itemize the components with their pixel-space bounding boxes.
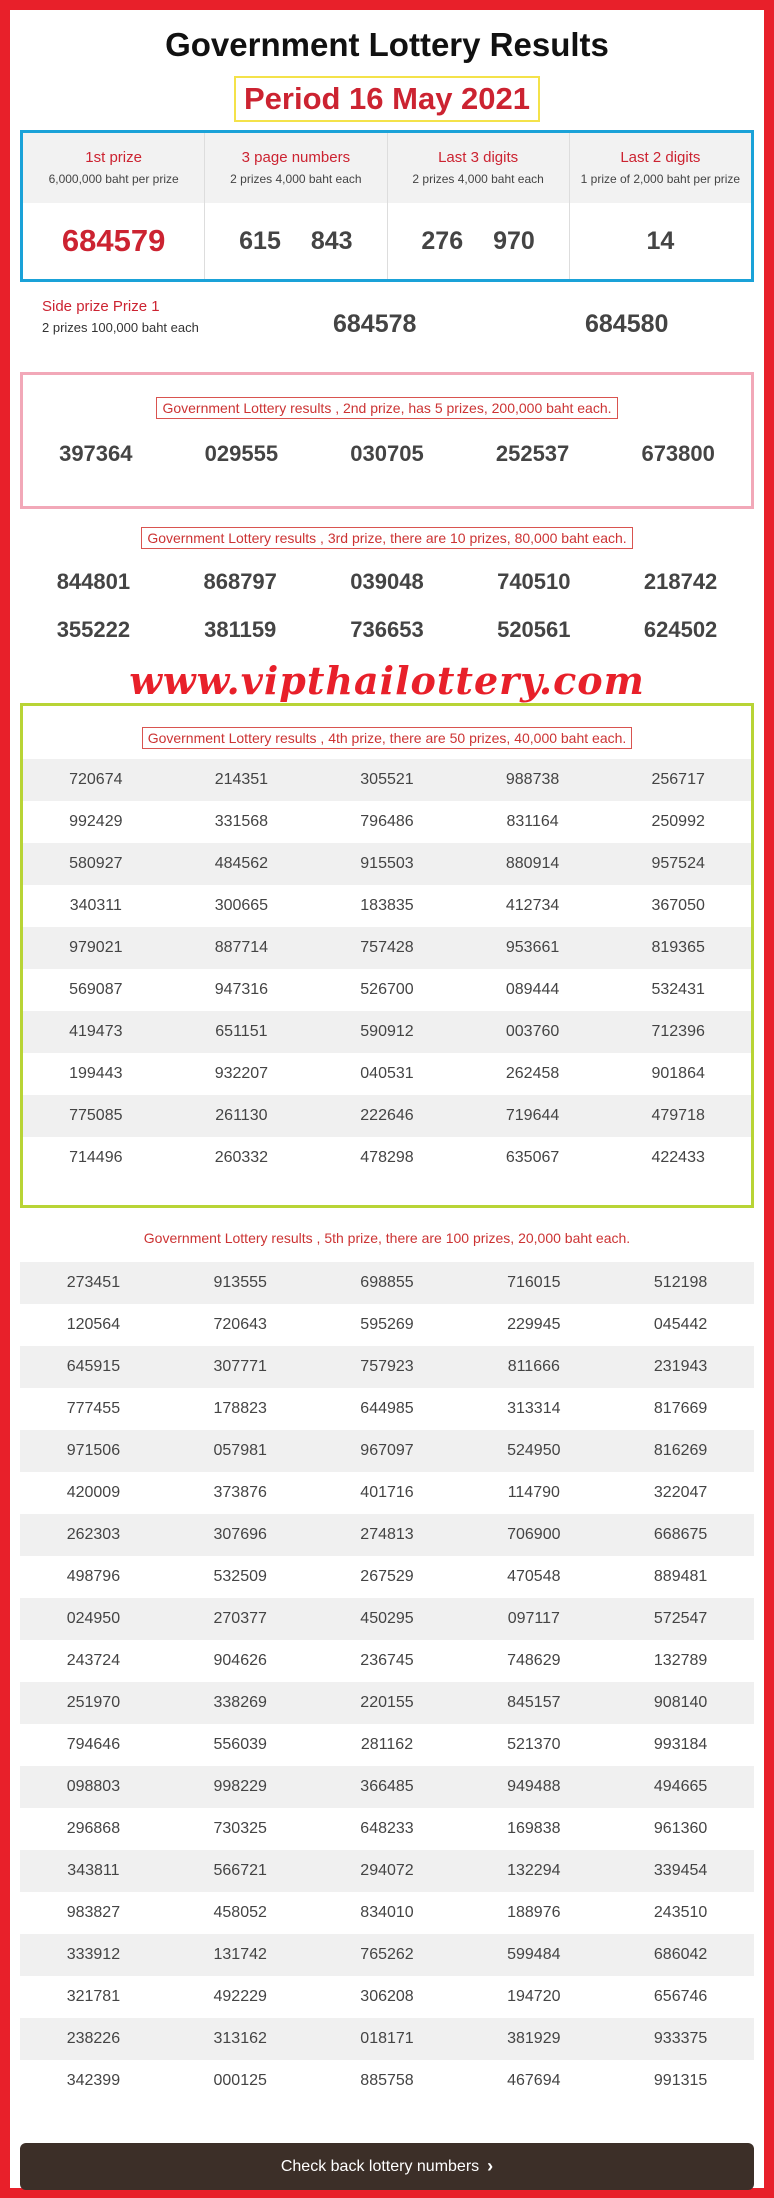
last-two-number: 14	[646, 226, 675, 255]
prize-number: 267529	[360, 1568, 414, 1585]
prize-number: 904626	[213, 1652, 267, 1669]
prize-number: 120564	[66, 1316, 121, 1333]
prize-number: 524950	[507, 1442, 561, 1459]
prize-number: 889481	[653, 1568, 708, 1585]
prize-number: 251970	[66, 1694, 121, 1711]
chevron-right-icon: ›	[487, 2156, 494, 2176]
last-three-number: 276	[421, 226, 464, 255]
table-row	[20, 1934, 754, 1976]
last-three-column	[388, 133, 570, 279]
prize-number: 422433	[651, 1149, 705, 1166]
prize-number: 420009	[66, 1484, 121, 1501]
table-row	[23, 927, 751, 969]
prize-number: 307696	[213, 1526, 267, 1543]
prize-number: 991315	[653, 2072, 708, 2089]
prize-number: 000125	[213, 2072, 267, 2089]
prize-number: 834010	[360, 1904, 414, 1921]
table-row	[23, 801, 751, 843]
prize-number: 706900	[507, 1526, 561, 1543]
table-row	[20, 1892, 754, 1934]
table-row	[20, 1430, 754, 1472]
table-row	[20, 2060, 754, 2102]
three-front-number: 615	[239, 226, 281, 255]
prize-number: 331568	[214, 813, 269, 830]
table-row	[20, 1556, 754, 1598]
prize-number: 450295	[360, 1610, 414, 1627]
prize-number: 188976	[507, 1904, 561, 1921]
prize-number: 270377	[213, 1610, 267, 1627]
prize-number: 796486	[360, 813, 414, 830]
side-prize-label: Side prize Prize 1	[42, 298, 160, 315]
prize-number: 811666	[507, 1358, 560, 1375]
prize-number: 098803	[66, 1778, 121, 1795]
prize-number: 367050	[651, 897, 705, 914]
third-prize-caption: Government Lottery results , 3rd prize, there are 10 prizes, 80,000 baht each.	[141, 527, 632, 549]
prize-number: 262458	[505, 1065, 560, 1082]
prize-number: 736653	[350, 617, 424, 642]
watermark: www.vipthailottery.com	[129, 658, 645, 703]
prize-number: 932207	[214, 1065, 269, 1082]
prize-number: 901864	[651, 1065, 705, 1082]
prize-number: 089444	[505, 981, 560, 998]
prize-number: 644985	[360, 1400, 414, 1417]
prize-number: 194720	[507, 1988, 561, 2005]
prize-number: 740510	[497, 569, 571, 594]
prize-number: 572547	[653, 1610, 708, 1627]
prize-number: 003760	[505, 1023, 560, 1040]
prize-number: 305521	[360, 771, 414, 788]
prize-number: 045442	[653, 1316, 708, 1333]
prize-number: 178823	[213, 1400, 267, 1417]
prize-number: 714496	[69, 1149, 123, 1166]
prize-number: 401716	[360, 1484, 414, 1501]
side-prize-number: 684580	[585, 310, 669, 338]
prize-number: 340311	[69, 897, 122, 914]
prize-number: 698855	[360, 1274, 414, 1291]
prize-number: 720643	[213, 1316, 267, 1333]
table-row	[23, 1053, 751, 1095]
prize-number: 590912	[360, 1023, 414, 1040]
fifth-prize-caption: Government Lottery results , 5th prize, there are 100 prizes, 20,000 baht each.	[143, 1230, 631, 1246]
second-prize-row	[23, 441, 751, 467]
prize-number: 296868	[66, 1820, 121, 1837]
prize-number: 624502	[643, 617, 718, 642]
last-two-sub: 1 prize of 2,000 baht per prize	[580, 172, 741, 186]
first-prize-column	[23, 133, 205, 279]
prize-number: 720674	[69, 771, 123, 788]
prize-number: 712396	[651, 1023, 705, 1040]
prize-number: 967097	[360, 1442, 414, 1459]
prize-number: 993184	[653, 1736, 708, 1753]
last-three-sub: 2 prizes 4,000 baht each	[412, 172, 544, 186]
prize-number: 397364	[59, 441, 133, 466]
table-row	[20, 1346, 754, 1388]
prize-number: 961360	[653, 1820, 708, 1837]
three-front-sub: 2 prizes 4,000 baht each	[230, 172, 362, 186]
prize-number: 957524	[651, 855, 705, 872]
prize-number: 494665	[653, 1778, 708, 1795]
prize-number: 252537	[495, 441, 570, 466]
prize-number: 580927	[69, 855, 123, 872]
prize-number: 816269	[653, 1442, 708, 1459]
prize-number: 381929	[507, 2030, 561, 2047]
prize-number: 532431	[651, 981, 705, 998]
table-row	[20, 1262, 754, 1304]
prize-number: 885758	[360, 2072, 414, 2089]
prize-number: 306208	[360, 1988, 414, 2005]
prize-number: 132789	[653, 1652, 708, 1669]
last-two-column	[570, 133, 751, 279]
prize-number: 458052	[213, 1904, 267, 1921]
prize-number: 261130	[215, 1107, 268, 1124]
table-row	[20, 1976, 754, 2018]
prize-number: 908140	[653, 1694, 708, 1711]
prize-number: 057981	[213, 1442, 267, 1459]
prize-number: 645915	[66, 1358, 121, 1375]
prize-number: 777455	[66, 1400, 121, 1417]
prize-number: 765262	[360, 1946, 414, 1963]
prize-number: 868797	[203, 569, 277, 594]
prize-number: 947316	[214, 981, 269, 998]
table-row	[20, 1682, 754, 1724]
prize-number: 373876	[213, 1484, 267, 1501]
prize-number: 412734	[505, 897, 560, 914]
prize-number: 757428	[360, 939, 414, 956]
prize-number: 218742	[643, 569, 718, 594]
prize-number: 748629	[507, 1652, 561, 1669]
prize-number: 716015	[507, 1274, 561, 1291]
prize-number: 338269	[213, 1694, 267, 1711]
three-front-number: 843	[310, 226, 353, 255]
top-prizes-box	[20, 130, 754, 282]
prize-number: 730325	[213, 1820, 267, 1837]
table-row	[23, 885, 751, 927]
prize-number: 831164	[506, 813, 559, 830]
table-row	[20, 1640, 754, 1682]
prize-number: 040531	[360, 1065, 414, 1082]
fourth-prize-box	[20, 703, 754, 1208]
table-row	[20, 1388, 754, 1430]
prize-number: 274813	[360, 1526, 414, 1543]
prize-number: 220155	[360, 1694, 414, 1711]
prize-number: 635067	[505, 1149, 560, 1166]
prize-number: 419473	[69, 1023, 123, 1040]
prize-number: 183835	[360, 897, 414, 914]
prize-number: 281162	[360, 1736, 414, 1753]
prize-number: 566721	[213, 1862, 267, 1879]
prize-number: 599484	[507, 1946, 561, 1963]
prize-number: 844801	[56, 569, 131, 594]
last-two-label: Last 2 digits	[620, 149, 701, 166]
prize-number: 262303	[66, 1526, 121, 1543]
prize-number: 953661	[505, 939, 560, 956]
prize-number: 366485	[360, 1778, 414, 1795]
prize-number: 686042	[653, 1946, 708, 1963]
side-prize-sub: 2 prizes 100,000 baht each	[42, 320, 199, 335]
table-row	[23, 1095, 751, 1137]
fourth-prize-grid	[23, 759, 751, 1179]
prize-number: 673800	[641, 441, 715, 466]
prize-number: 339454	[653, 1862, 708, 1879]
prize-number: 199443	[69, 1065, 123, 1082]
table-row	[20, 1514, 754, 1556]
prize-number: 343811	[67, 1862, 120, 1879]
prize-number: 498796	[66, 1568, 121, 1585]
prize-number: 971506	[66, 1442, 121, 1459]
table-row	[23, 843, 751, 885]
prize-number: 300665	[214, 897, 269, 914]
prize-number: 651151	[215, 1023, 268, 1040]
prize-number: 484562	[214, 855, 269, 872]
third-prize-row	[20, 617, 754, 643]
fifth-prize-section	[20, 1228, 754, 2102]
table-row	[20, 1304, 754, 1346]
check-lottery-button[interactable]	[20, 2143, 754, 2190]
prize-number: 492229	[213, 1988, 267, 2005]
period-label: Period 16 May 2021	[234, 76, 540, 122]
prize-number: 169838	[507, 1820, 561, 1837]
prize-number: 030705	[350, 441, 424, 466]
prize-number: 024950	[66, 1610, 121, 1627]
last-three-label: Last 3 digits	[438, 149, 519, 166]
second-prize-caption: Government Lottery results , 2nd prize, has 5 prizes, 200,000 baht each.	[156, 397, 617, 419]
three-front-label: 3 page numbers	[241, 149, 351, 166]
first-prize-label: 1st prize	[85, 149, 142, 166]
third-prize-section	[20, 527, 754, 643]
prize-number: 521370	[507, 1736, 561, 1753]
prize-number: 131742	[213, 1946, 267, 1963]
prize-number: 238226	[66, 2030, 121, 2047]
last-three-number: 970	[493, 226, 535, 255]
prize-number: 949488	[507, 1778, 561, 1795]
prize-number: 313314	[507, 1400, 561, 1417]
table-row	[20, 2018, 754, 2060]
prize-number: 569087	[69, 981, 123, 998]
table-row	[23, 1011, 751, 1053]
prize-number: 556039	[213, 1736, 267, 1753]
prize-number: 819365	[651, 939, 705, 956]
three-front-column	[205, 133, 387, 279]
fifth-prize-grid	[20, 1262, 754, 2102]
side-prize	[20, 296, 754, 352]
prize-number: 933375	[653, 2030, 708, 2047]
third-prize-row	[20, 569, 754, 595]
first-prize-sub: 6,000,000 baht per prize	[48, 172, 179, 186]
page-title: Government Lottery Results	[165, 26, 609, 63]
prize-number: 595269	[360, 1316, 414, 1333]
prize-number: 381159	[204, 617, 277, 642]
prize-number: 243510	[653, 1904, 708, 1921]
prize-number: 479718	[651, 1107, 705, 1124]
prize-number: 222646	[360, 1107, 414, 1124]
first-prize-number: 684579	[61, 223, 166, 258]
prize-number: 256717	[651, 771, 705, 788]
prize-number: 887714	[214, 939, 269, 956]
prize-number: 313162	[213, 2030, 267, 2047]
prize-number: 470548	[507, 1568, 561, 1585]
prize-number: 467694	[507, 2072, 561, 2089]
prize-number: 097117	[507, 1610, 560, 1627]
prize-number: 294072	[360, 1862, 414, 1879]
prize-number: 520561	[497, 617, 571, 642]
prize-number: 526700	[360, 981, 414, 998]
prize-number: 039048	[350, 569, 424, 594]
prize-number: 880914	[505, 855, 560, 872]
prize-number: 307771	[213, 1358, 267, 1375]
table-row	[20, 1808, 754, 1850]
prize-number: 250992	[651, 813, 705, 830]
prize-number: 915503	[360, 855, 414, 872]
prize-number: 845157	[507, 1694, 561, 1711]
prize-number: 114790	[507, 1484, 560, 1501]
side-prize-number: 684578	[333, 310, 417, 338]
table-row	[20, 1766, 754, 1808]
table-row	[23, 1137, 751, 1179]
prize-number: 983827	[66, 1904, 121, 1921]
prize-number: 355222	[56, 617, 131, 642]
prize-number: 648233	[360, 1820, 414, 1837]
prize-number: 817669	[653, 1400, 708, 1417]
prize-number: 231943	[653, 1358, 708, 1375]
prize-number: 229945	[507, 1316, 561, 1333]
prize-number: 322047	[653, 1484, 708, 1501]
prize-number: 988738	[505, 771, 560, 788]
table-row	[23, 759, 751, 801]
prize-number: 273451	[66, 1274, 121, 1291]
prize-number: 656746	[653, 1988, 708, 2005]
prize-number: 757923	[360, 1358, 414, 1375]
prize-number: 512198	[653, 1274, 708, 1291]
fourth-prize-caption: Government Lottery results , 4th prize, there are 50 prizes, 40,000 baht each.	[142, 727, 633, 749]
prize-number: 719644	[505, 1107, 560, 1124]
prize-number: 018171	[360, 2030, 414, 2047]
prize-number: 132294	[507, 1862, 561, 1879]
table-row	[20, 1724, 754, 1766]
prize-number: 913555	[213, 1274, 267, 1291]
prize-number: 214351	[214, 771, 269, 788]
prize-number: 243724	[66, 1652, 121, 1669]
prize-number: 998229	[213, 1778, 267, 1795]
prize-number: 979021	[69, 939, 123, 956]
table-row	[20, 1850, 754, 1892]
prize-number: 532509	[213, 1568, 267, 1585]
prize-number: 992429	[69, 813, 123, 830]
prize-number: 342399	[66, 2072, 121, 2089]
prize-number: 668675	[653, 1526, 708, 1543]
prize-number: 260332	[214, 1149, 269, 1166]
prize-number: 333912	[66, 1946, 121, 1963]
prize-number: 478298	[360, 1149, 414, 1166]
table-row	[23, 969, 751, 1011]
prize-number: 029555	[204, 441, 279, 466]
table-row	[20, 1472, 754, 1514]
check-lottery-label: Check back lottery numbers	[280, 2157, 480, 2175]
prize-number: 794646	[66, 1736, 121, 1753]
second-prize-box	[20, 372, 754, 509]
prize-number: 236745	[360, 1652, 414, 1669]
prize-number: 775085	[69, 1107, 123, 1124]
prize-number: 321781	[66, 1988, 121, 2005]
table-row	[20, 1598, 754, 1640]
